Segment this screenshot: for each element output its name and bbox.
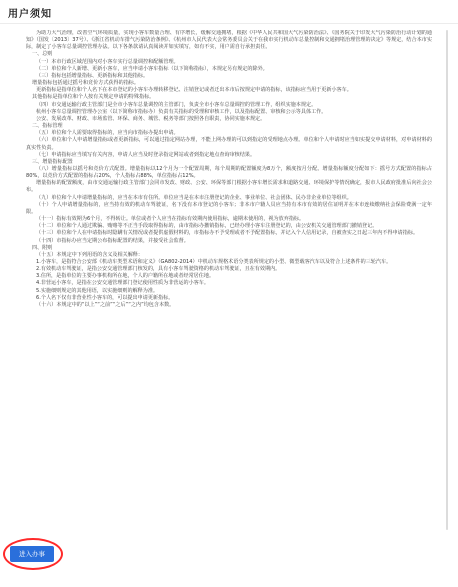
scrollbar-track[interactable] [446, 30, 448, 530]
notice-paragraph: （十三）单位和个人在申请指标时隐瞒有关情况或者提供虚假材料的，市指标办不予受理或者不予配置指标，并记入个人信用记录，自被查实之日起三年内不得申请指标。 [36, 230, 419, 237]
notice-paragraph: 4.非营运小客车，是指在公安交通管理部门登记使用性质为非营运的小客车。 [36, 280, 209, 287]
enter-service-button[interactable]: 进入办事 [10, 546, 54, 562]
notice-paragraph: 1.小客车，是指符合公安部《机动车类型术语和定义》（GA802-2014）中机动车规格术语分类表所规定的小型、微型载客汽车以及符合上述条件的三轮汽车。 [36, 259, 392, 265]
notice-paragraph: 三、增量指标配置 [32, 158, 73, 165]
notice-paragraph: 增量指标包括通过摇号和竞价方式获得的指标。 [32, 80, 139, 87]
notice-paragraph: 公安、发展改革、财政、市场监管、环保、商务、城管、税务等部门按照各自职责，协同实施本规定。 [36, 115, 266, 122]
notice-paragraph: （二）单位和个人新增、更新小客车，应当申请小客车指标（以下简称指标），本规定另有规定的除外。 [36, 65, 268, 72]
notice-scroll-area[interactable] [26, 30, 432, 530]
notice-paragraph: 更新指标是指单位和个人名下在本市登记的小客车办理转移登记、注销登记或者迁出本市后按规定申请的指标，该指标应当用于更新小客车。 [36, 87, 352, 94]
notice-paragraph: （三）指标包括增量指标、更新指标和其他指标。 [36, 72, 149, 79]
notice-paragraph: 5.实施细则规定的其他用语，以实施细则的解释为准。 [36, 287, 159, 294]
notice-paragraph: 为助力大气治理，改善空气环境质量，实现小客车数量合理、有序增长，缓解交通拥堵，根据《中华人民共和国大气污染防治法》、《国务院关于印发大气污染防治行动计划的通知》（国发〔2013〕37号）、《浙江省机动车排气污染防治条例》、《杭州市人民代表大会常务委员会关于在我市实行机动车总量控制和交通拥堵治理管理的决定》等规定，结合本市实际，制定了小客车总量调控管理办法。以下各条款请认真阅读并如实填写，如有不实，用户需自行承担责任。 [26, 30, 432, 51]
notice-paragraph: 3.住所，是指单位的主要办事机构所在地，个人的户籍所在地或者经常居住地。 [36, 273, 215, 280]
notice-paragraph: （十六）本规定中的“以上”“之前”“之后”“之内”均包含本数。 [36, 301, 175, 308]
notice-paragraph: 四、附则 [32, 244, 53, 251]
notice-paragraph: 6.个人名下仅有非营业性小客车的，可以提出申请更新指标。 [36, 294, 174, 301]
notice-paragraph: （一）本市行政区域范围内对小客车实行总量调控和配额管理。 [36, 58, 179, 65]
notice-paragraph: 一、总则 [32, 51, 53, 58]
notice-paragraph: （五）单位和个人需要取得指标的，应当向市指标办提出申请。 [36, 130, 179, 137]
footer [0, 536, 458, 587]
scrollbar-thumb[interactable] [446, 30, 448, 530]
notice-paragraph: （八）增量指标以摇号和竞价方式配置。增量指标以12个月为一个配置周期，每个周期的配置额度为8万个，额度按月分配。增量指标额度分配如下：摇号方式配置的指标占80%，以竞价方式配置的指标占20%，个人指标占88%，单位指标占12%。 [26, 165, 432, 180]
notice-paragraph: （九）单位和个人申请增量指标的，应当在本市有住所。单位应当是在本市注册登记的企业、事业单位、社会团体、民办非企业单位等组织。 [36, 194, 352, 201]
notice-paragraph: （十四）市指标办应当定期公布指标配置的结果，并接受社会监督。 [36, 237, 189, 244]
page-title: 用户须知 [8, 9, 52, 20]
notice-paragraph: （四）市交通运输行政主管部门是全市小客车总量调控的主管部门，负责全市小客车总量调控的管理工作，组织实施本规定。 [36, 101, 317, 108]
notice-paragraph: （十一）指标有效期为6个月，不得转让。单位或者个人应当在指标有效期内使用指标，逾期未使用的，视为放弃指标。 [36, 216, 305, 223]
notice-paragraph: 二、指标管理 [32, 123, 63, 130]
notice-paragraph: （十五）本规定中下列用语的含义及相关解释： [36, 251, 143, 258]
notice-paragraph: （七）申请指标应当填写有关内容，申请人应当及时登录指定网站或者到指定地点查询审核结果。 [36, 151, 256, 158]
notice-paragraph: （六）单位和个人申请增量指标或者更新指标，可以通过指定网站办理，不能上网办理的可以到指定的受理地点办理。单位和个人申请时应当如实提交申请材料，对申请材料的真实性负责。 [26, 137, 432, 151]
notice-paragraph: 2.有效机动车驾驶证，是指公安交通管理部门核发的，具有小客车驾驶资格的机动车驾驶证，且在有效期内。 [36, 266, 281, 273]
notice-paragraph: （十二）单位和个人通过欺骗、贿赂等不正当手段取得指标的，由市指标办撤销指标，已经办理小客车注册登记的，由公安机关交通管理部门撤销登记。 [36, 223, 378, 230]
notice-paragraph: （十）个人申请增量指标的，应当持有效的机动车驾驶证，名下没有本市登记的小客车；非本市户籍人员应当持有本市有效的居住证明并在本市连续缴纳社会保险费满一定年限。 [26, 201, 432, 215]
notice-body [26, 30, 432, 309]
notice-paragraph: 杭州小客车总量调控管理办公室（以下简称市指标办）负责有关指标的受理和审核工作，以及指标配置、审核和公示等具体工作。 [36, 108, 327, 115]
notice-paragraph: 增量指标的配置额度，由市交通运输行政主管部门会同市发改、财政、公安、环保等部门根据小客车增长需求和道路交通、环境保护等情况确定，报市人民政府批准后向社会公布。 [26, 180, 432, 194]
notice-paragraph: 其他指标是指单位和个人按有关规定申请的特殊指标。 [32, 94, 155, 101]
page-header [0, 0, 458, 24]
